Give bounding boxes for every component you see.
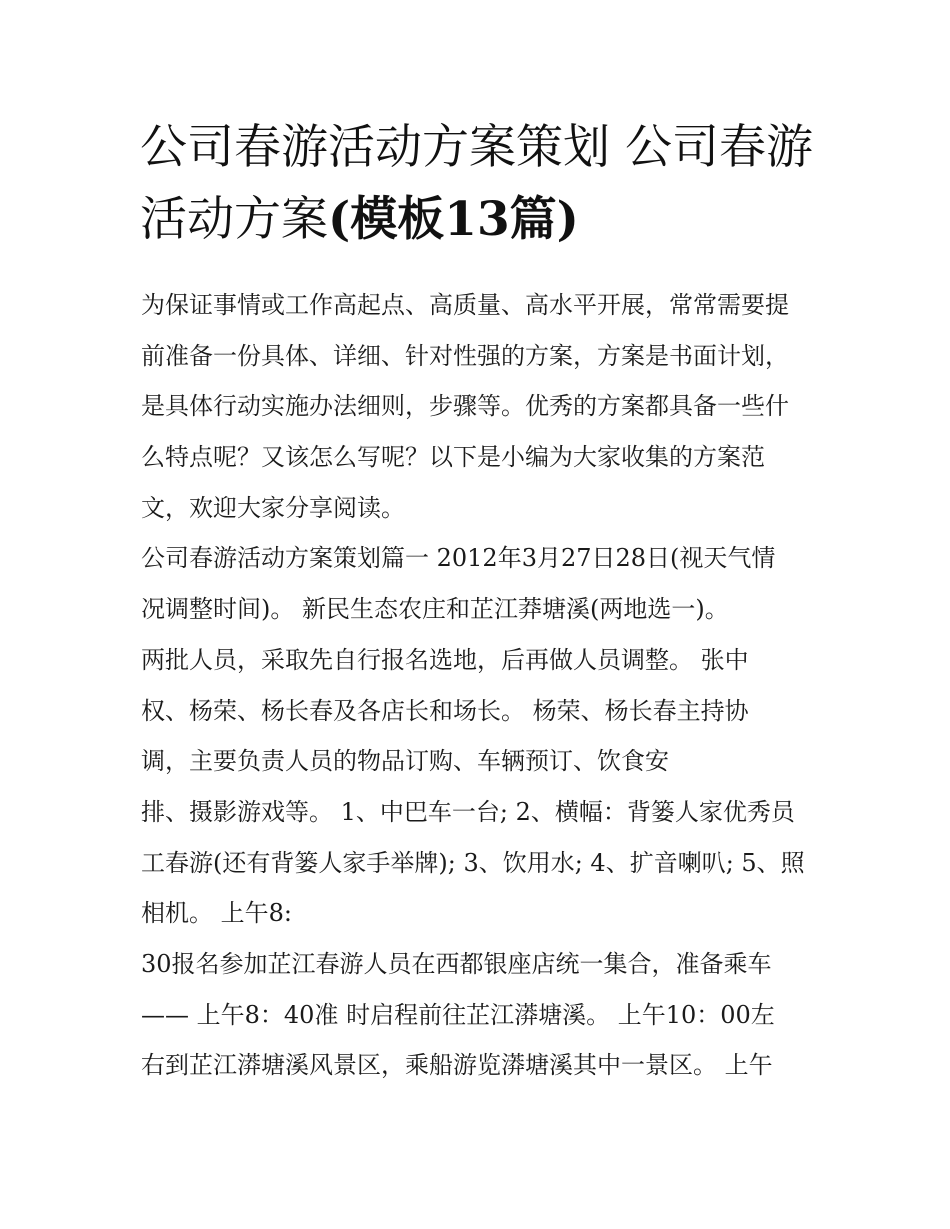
body-line: 相机。 上午8: bbox=[141, 899, 292, 928]
body-line: —— 上午8：40准 时启程前往芷江漭塘溪。 上午10：00左 bbox=[141, 1000, 775, 1029]
body-line: 右到芷江漭塘溪风景区，乘船游览漭塘溪其中一景区。 上午 bbox=[141, 1051, 773, 1080]
body-line: 前准备一份具体、详细、针对性强的方案，方案是书面计划， bbox=[141, 341, 789, 370]
body-line: 是具体行动实施办法细则，步骤等。优秀的方案都具备一些什 bbox=[141, 392, 789, 421]
body-line: 两批人员，采取先自行报名选地，后再做人员调整。 张中 bbox=[141, 645, 749, 674]
body-line: 公司春游活动方案策划篇一 2012年3月27日28日(视天气情 bbox=[141, 544, 776, 573]
body-line: 权、杨荣、杨长春及各店长和场长。 杨荣、杨长春主持协 bbox=[141, 696, 749, 725]
document-title bbox=[140, 112, 830, 256]
title-text: 公司春游活动方案策划 公司春游活动方案 bbox=[140, 120, 813, 247]
body-line: 况调整时间)。 新民生态农庄和芷江莽塘溪(两地选一)。 bbox=[141, 595, 729, 624]
title-suffix: (模板13篇) bbox=[328, 192, 579, 247]
body-line: 30报名参加芷江春游人员在西都银座店统一集合，准备乘车 bbox=[141, 949, 772, 978]
body-line: 为保证事情或工作高起点、高质量、高水平开展，常常需要提 bbox=[141, 291, 789, 319]
body-line: 调，主要负责人员的物品订购、车辆预订、饮食安 bbox=[141, 747, 669, 776]
body-line: 工春游(还有背篓人家手举牌); 3、饮用水; 4、扩音喇叭; 5、照 bbox=[141, 848, 805, 877]
body-line: 排、摄影游戏等。 1、中巴车一台; 2、横幅：背篓人家优秀员 bbox=[141, 797, 795, 826]
body-line: 文，欢迎大家分享阅读。 bbox=[141, 493, 405, 522]
body-line: 么特点呢？又该怎么写呢？以下是小编为大家收集的方案范 bbox=[141, 443, 765, 472]
document-body bbox=[141, 280, 821, 1091]
